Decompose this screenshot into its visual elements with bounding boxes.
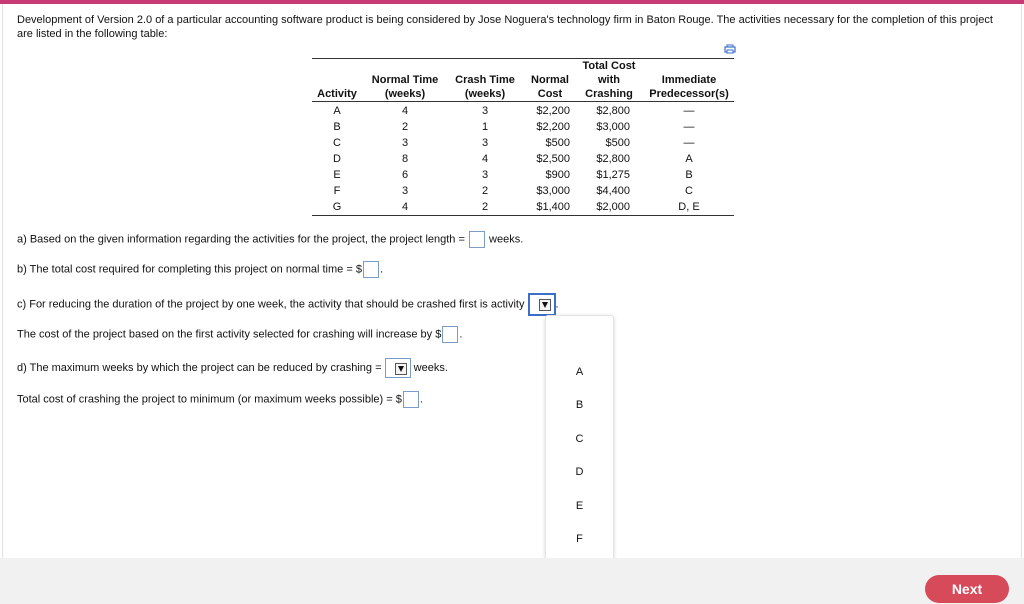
- table-cell-pred: D, E: [678, 201, 700, 213]
- cost-increase-input[interactable]: [442, 326, 458, 343]
- header-predecessors-2: Predecessor(s): [649, 88, 729, 100]
- question-b: [17, 261, 383, 278]
- table-cell-normal-cost: $2,200: [536, 105, 570, 117]
- table-cell-normal-time: 4: [401, 201, 409, 213]
- question-a: [17, 231, 523, 248]
- max-weeks-dropdown[interactable]: [385, 358, 411, 378]
- table-cell-normal-time: 6: [401, 169, 409, 181]
- question-cost-suffix: .: [459, 328, 463, 341]
- question-c-text: c) For reducing the duration of the project by one week, the activity that should be crashed first is activity: [17, 298, 525, 311]
- top-accent-bar: [0, 0, 1024, 4]
- print-icon[interactable]: [724, 44, 736, 54]
- table-cell-activity: C: [333, 137, 341, 149]
- table-cell-crash-time: 3: [481, 137, 489, 149]
- dropdown-option-f[interactable]: F: [576, 533, 583, 545]
- table-cell-crash-cost: $4,400: [596, 185, 630, 197]
- question-c: [17, 293, 559, 316]
- table-cell-crash-time: 3: [481, 105, 489, 117]
- header-total-cost-3: Crashing: [585, 88, 633, 100]
- table-cell-activity: B: [333, 121, 341, 133]
- footer-bar: [0, 558, 1024, 604]
- question-d-suffix: weeks.: [413, 361, 448, 374]
- table-cell-crash-time: 2: [481, 201, 489, 213]
- table-cell-activity: F: [333, 185, 341, 197]
- dropdown-option-d[interactable]: D: [575, 466, 584, 478]
- table-cell-activity: D: [333, 153, 341, 165]
- header-total-cost-2: with: [598, 74, 620, 86]
- table-cell-normal-cost: $900: [545, 169, 570, 181]
- table-cell-pred: A: [685, 153, 693, 165]
- question-b-text: b) The total cost required for completing this project on normal time = $: [17, 263, 362, 276]
- header-crash-time-unit: (weeks): [464, 88, 506, 100]
- dropdown-option-e[interactable]: E: [575, 500, 584, 512]
- table-cell-normal-time: 8: [401, 153, 409, 165]
- header-activity: Activity: [317, 88, 357, 100]
- question-a-suffix: weeks.: [489, 233, 524, 246]
- dropdown-option-a[interactable]: A: [575, 366, 584, 378]
- dropdown-option-b[interactable]: B: [575, 399, 584, 411]
- table-bottom-rule: [312, 215, 734, 216]
- question-d-text: d) The maximum weeks by which the project can be reduced by crashing =: [17, 361, 382, 374]
- table-cell-crash-cost: $2,800: [596, 105, 630, 117]
- activity-table: [312, 58, 734, 216]
- table-cell-crash-time: 4: [481, 153, 489, 165]
- question-total: [17, 391, 423, 408]
- table-cell-normal-time: 4: [401, 105, 409, 117]
- problem-intro: Development of Version 2.0 of a particular accounting software product is being considered by Jose Noguera's technology firm in Baton Rouge. The activities necessary for the completion of this project are listed in the following table:: [17, 14, 993, 40]
- table-cell-crash-time: 1: [481, 121, 489, 133]
- header-normal-time: Normal Time: [371, 74, 439, 86]
- table-cell-crash-time: 3: [481, 169, 489, 181]
- table-cell-pred: B: [685, 169, 693, 181]
- table-cell-normal-cost: $2,500: [536, 153, 570, 165]
- total-crash-cost-input[interactable]: [403, 391, 419, 408]
- question-cost-text: The cost of the project based on the first activity selected for crashing will increase by $: [17, 328, 442, 341]
- dropdown-option-c[interactable]: C: [575, 433, 584, 445]
- table-cell-activity: A: [333, 105, 341, 117]
- question-b-suffix: .: [379, 263, 383, 276]
- question-total-suffix: .: [419, 393, 423, 406]
- table-cell-pred: C: [685, 185, 693, 197]
- table-cell-normal-cost: $500: [545, 137, 570, 149]
- table-cell-normal-time: 3: [401, 185, 409, 197]
- table-header-rule: [312, 101, 734, 102]
- right-border: [1021, 4, 1022, 558]
- table-cell-pred: —: [683, 105, 695, 117]
- table-cell-normal-time: 3: [401, 137, 409, 149]
- table-top-rule: [312, 58, 734, 59]
- chevron-down-icon: [539, 299, 551, 311]
- table-cell-crash-time: 2: [481, 185, 489, 197]
- project-length-input[interactable]: [469, 231, 485, 248]
- header-normal-time-unit: (weeks): [384, 88, 426, 100]
- table-cell-crash-cost: $500: [605, 137, 630, 149]
- next-button[interactable]: Next: [925, 575, 1009, 603]
- table-cell-activity: E: [333, 169, 341, 181]
- table-cell-normal-time: 2: [401, 121, 409, 133]
- table-cell-pred: —: [683, 121, 695, 133]
- header-normal-cost-2: Cost: [537, 88, 563, 100]
- question-c-suffix: .: [555, 298, 559, 311]
- header-crash-time: Crash Time: [455, 74, 515, 86]
- question-total-text: Total cost of crashing the project to minimum (or maximum weeks possible) = $: [17, 393, 402, 406]
- header-total-cost: Total Cost: [582, 60, 636, 72]
- question-d: [17, 358, 448, 378]
- table-cell-crash-cost: $1,275: [596, 169, 630, 181]
- activity-dropdown-menu: [545, 315, 614, 595]
- table-cell-normal-cost: $3,000: [536, 185, 570, 197]
- table-cell-pred: —: [683, 137, 695, 149]
- table-cell-crash-cost: $2,000: [596, 201, 630, 213]
- chevron-down-icon: [395, 363, 407, 375]
- normal-cost-input[interactable]: [363, 261, 379, 278]
- table-cell-crash-cost: $2,800: [596, 153, 630, 165]
- header-predecessors: Immediate: [661, 74, 717, 86]
- table-cell-normal-cost: $1,400: [536, 201, 570, 213]
- table-cell-normal-cost: $2,200: [536, 121, 570, 133]
- question-a-text: a) Based on the given information regarding the activities for the project, the project length =: [17, 233, 465, 246]
- left-border: [2, 4, 3, 558]
- activity-dropdown[interactable]: [528, 293, 556, 316]
- question-cost: [17, 326, 462, 343]
- header-normal-cost: Normal: [531, 74, 569, 86]
- table-cell-activity: G: [332, 201, 342, 213]
- table-cell-crash-cost: $3,000: [596, 121, 630, 133]
